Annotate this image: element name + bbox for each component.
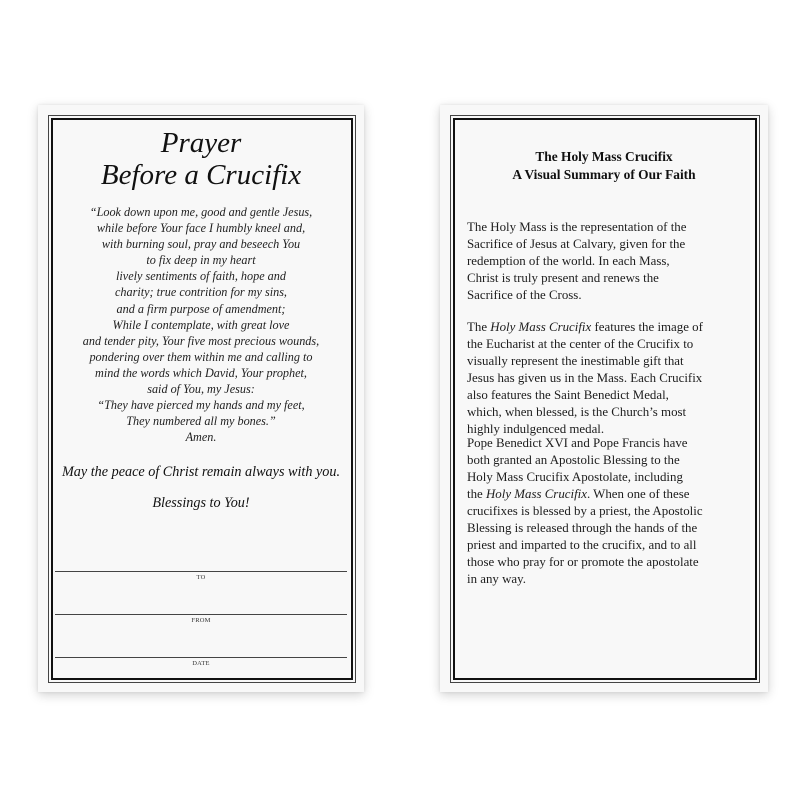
prayer-card — [38, 105, 364, 692]
paragraph-line: which, when blessed, is the Church’s most — [467, 405, 687, 419]
paragraph-line: Blessing is released through the hands of the — [467, 521, 698, 535]
paragraph-line: priest and imparted to the crucifix, and to all — [467, 538, 697, 552]
paragraph-line: in any way. — [467, 572, 526, 586]
paragraph-line: also features the Saint Benedict Medal, — [467, 388, 669, 402]
to-field-line[interactable] — [55, 571, 347, 572]
prayer-line: charity; true contrition for my sins, — [115, 285, 287, 300]
prayer-title — [38, 127, 364, 191]
prayer-line-amen: Amen. — [185, 430, 217, 445]
date-field-label: DATE — [192, 660, 210, 667]
paragraph-line: Holy Mass Crucifix Apostolate, including — [467, 470, 683, 484]
paragraph-line: redemption of the world. In each Mass, — [467, 254, 670, 268]
crucifix-name-italic: Holy Mass Crucifix — [485, 487, 587, 501]
paragraph-crucifix-features — [467, 319, 752, 438]
paragraph-line: The Holy Mass is the representation of the — [467, 220, 687, 234]
prayer-title-line-1: Prayer — [160, 127, 242, 159]
prayer-line: to fix deep in my heart — [146, 253, 256, 268]
paragraph-line: Pope Benedict XVI and Pope Francis have — [467, 436, 688, 450]
prayer-line: pondering over them within me and calling to — [89, 349, 313, 364]
prayer-line: and tender pity, Your five most precious wounds, — [82, 333, 320, 348]
prayer-line: said of You, my Jesus: — [147, 382, 255, 397]
paragraph-line: Christ is truly present and renews the — [467, 271, 659, 285]
blessings-line: Blessings to You! — [152, 495, 250, 511]
paragraph-line: Jesus has given us in the Mass. Each Crucifix — [467, 371, 703, 385]
paragraph-line: those who pray for or promote the apostolate — [467, 555, 699, 569]
paragraph-line: the Holy Mass Crucifix. When one of these — [467, 487, 690, 501]
prayer-line: and a firm purpose of amendment; — [116, 301, 286, 316]
info-title — [440, 148, 768, 184]
paragraph-line: Sacrifice of Jesus at Calvary, given for the — [467, 237, 686, 251]
to-field-label: TO — [196, 574, 206, 581]
paragraph-apostolic-blessing — [467, 435, 752, 588]
prayer-line: While I contemplate, with great love — [112, 317, 290, 332]
prayer-line: lively sentiments of faith, hope and — [116, 269, 286, 284]
info-title-line-2: A Visual Summary of Our Faith — [512, 167, 696, 182]
from-field-line[interactable] — [55, 614, 347, 615]
paragraph-line: highly indulgenced medal. — [467, 422, 605, 436]
prayer-line: “Look down upon me, good and gentle Jesus, — [89, 205, 313, 219]
from-field-label: FROM — [191, 617, 211, 624]
paragraph-line: Sacrifice of the Cross. — [467, 288, 582, 302]
date-field-line[interactable] — [55, 657, 347, 658]
paragraph-line: The Holy Mass Crucifix features the image of — [467, 320, 703, 334]
prayer-text — [38, 204, 364, 445]
prayer-line: mind the words which David, Your prophet, — [95, 365, 307, 380]
peace-blessing: May the peace of Christ remain always with you. — [61, 464, 341, 480]
paragraph-holy-mass — [467, 219, 752, 304]
prayer-line: They numbered all my bones.” — [126, 414, 276, 429]
prayer-line: while before Your face I humbly kneel and, — [96, 221, 306, 236]
prayer-line: “They have pierced my hands and my feet, — [97, 398, 305, 413]
info-card — [440, 105, 768, 692]
info-title-line-1: The Holy Mass Crucifix — [535, 149, 673, 164]
prayer-line: with burning soul, pray and beseech You — [101, 237, 301, 252]
paragraph-line: visually represent the inestimable gift that — [467, 354, 684, 368]
paragraph-line: crucifixes is blessed by a priest, the Apostolic — [467, 504, 703, 518]
paragraph-line: both granted an Apostolic Blessing to the — [467, 453, 680, 467]
prayer-title-line-2: Before a Crucifix — [100, 159, 302, 191]
paragraph-line: the Eucharist at the center of the Crucifix to — [467, 337, 694, 351]
crucifix-name-italic: Holy Mass Crucifix — [490, 320, 592, 334]
